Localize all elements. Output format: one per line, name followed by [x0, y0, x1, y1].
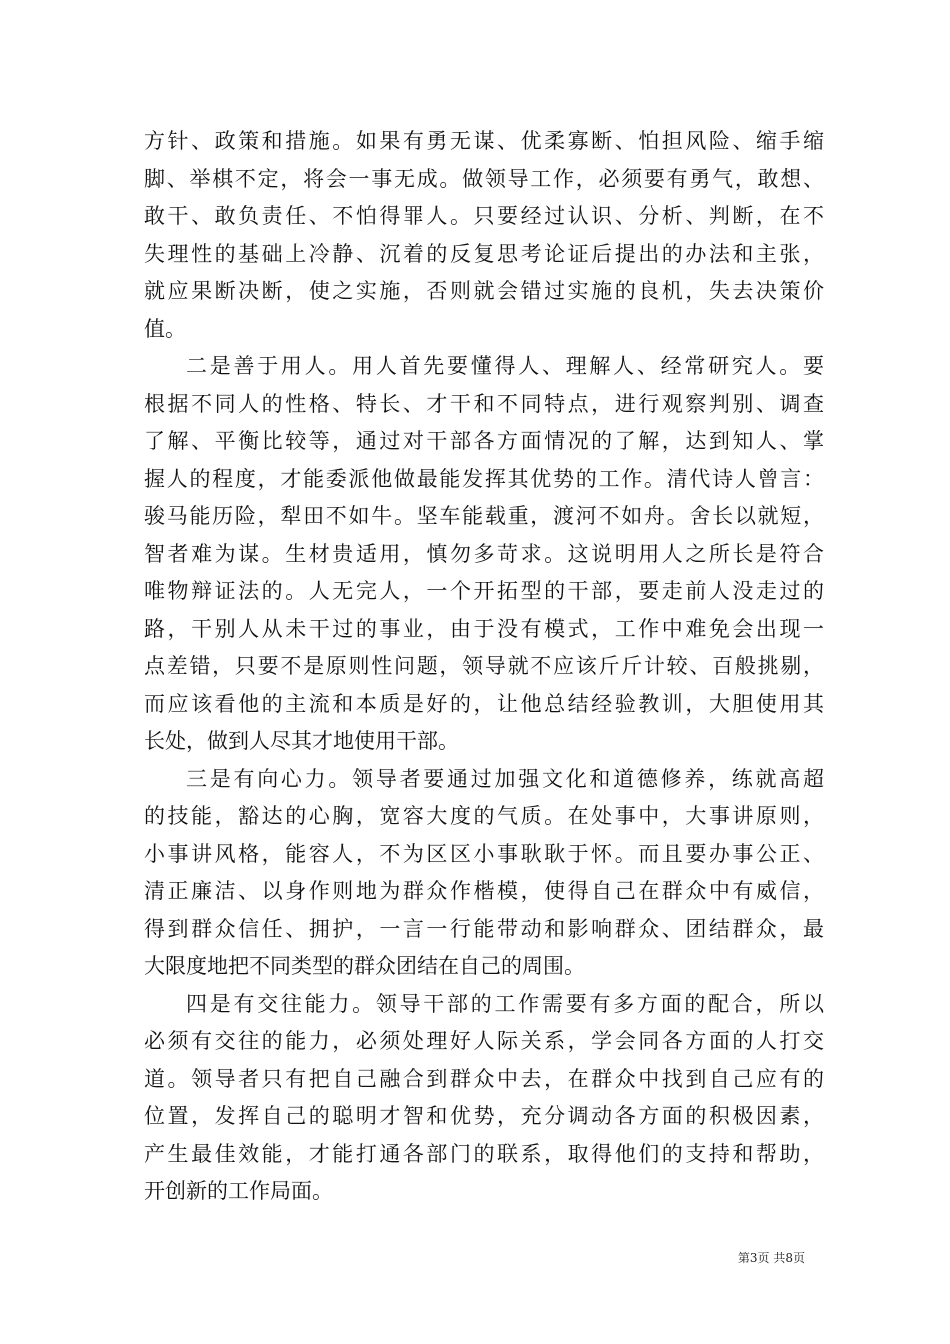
body-text [144, 123, 824, 1211]
footer-middle: 页 共 [757, 1251, 786, 1265]
text-line: 三是有向心力。领导者要通过加强文化和道德修养，练就高超 [186, 766, 824, 791]
text-line: 方针、政策和措施。如果有勇无谋、优柔寡断、怕担风险、缩手缩 [144, 129, 824, 153]
footer-suffix: 页 [792, 1251, 805, 1265]
text-line: 开创新的工作局面。 [144, 1179, 333, 1203]
text-line: 产生最佳效能，才能打通各部门的联系，取得他们的支持和帮助， [144, 1141, 824, 1166]
text-line: 的技能，豁达的心胸，宽容大度的气质。在处事中，大事讲原则， [144, 804, 824, 828]
text-line: 失理性的基础上冷静、沉着的反复思考论证后提出的办法和主张， [144, 241, 824, 266]
text-line: 道。领导者只有把自己融合到群众中去，在群众中找到自己应有的 [144, 1066, 824, 1091]
text-line: 就应果断决断，使之实施，否则就会错过实施的良机，失去决策价 [144, 279, 824, 303]
text-line: 值。 [144, 316, 186, 341]
text-line: 根据不同人的性格、特长、才干和不同特点，进行观察判别、调查 [144, 391, 824, 416]
page-number-footer [738, 1250, 805, 1266]
paragraph [144, 761, 824, 986]
text-line: 得到群众信任、拥护，一言一行能带动和影响群众、团结群众，最 [144, 916, 824, 941]
text-line: 长处，做到人尽其才地使用干部。 [144, 729, 459, 753]
footer-total-pages: 8 [785, 1251, 793, 1265]
text-line: 智者难为谋。生材贵适用，慎勿多苛求。这说明用人之所长是符合 [144, 541, 824, 566]
text-line: 脚、举棋不定，将会一事无成。做领导工作，必须要有勇气，敢想、 [144, 166, 824, 191]
paragraph [144, 986, 824, 1211]
text-line: 骏马能历险，犁田不如牛。坚车能载重，渡河不如舟。舍长以就短， [144, 504, 824, 528]
text-line: 点差错，只要不是原则性问题，领导就不应该斤斤计较、百般挑剔， [144, 654, 824, 678]
paragraph [144, 348, 824, 761]
footer-prefix: 第 [737, 1251, 750, 1265]
text-line: 位置，发挥自己的聪明才智和优势，充分调动各方面的积极因素， [144, 1104, 824, 1128]
text-line: 二是善于用人。用人首先要懂得人、理解人、经常研究人。要 [186, 354, 824, 378]
paragraph [144, 123, 824, 348]
text-line: 路，干别人从未干过的事业，由于没有模式，工作中难免会出现一 [144, 616, 824, 641]
text-line: 敢干、敢负责任、不怕得罪人。只要经过认识、分析、判断，在不 [144, 204, 824, 228]
text-line: 四是有交往能力。领导干部的工作需要有多方面的配合，所以 [186, 991, 824, 1016]
text-line: 握人的程度，才能委派他做最能发挥其优势的工作。清代诗人曾言： [144, 466, 824, 491]
text-line: 而应该看他的主流和本质是好的，让他总结经验教训，大胆使用其 [144, 691, 824, 716]
text-line: 小事讲风格，能容人，不为区区小事耿耿于怀。而且要办事公正、 [144, 841, 824, 866]
text-line: 清正廉洁、以身作则地为群众作楷模，使得自己在群众中有威信， [144, 879, 824, 903]
text-line: 了解、平衡比较等，通过对干部各方面情况的了解，达到知人、掌 [144, 429, 824, 453]
footer-current-page: 3 [749, 1251, 758, 1265]
text-line: 大限度地把不同类型的群众团结在自己的周围。 [144, 954, 585, 978]
text-line: 唯物辩证法的。人无完人，一个开拓型的干部，要走前人没走过的 [144, 579, 824, 603]
text-line: 必须有交往的能力，必须处理好人际关系，学会同各方面的人打交 [144, 1029, 824, 1053]
